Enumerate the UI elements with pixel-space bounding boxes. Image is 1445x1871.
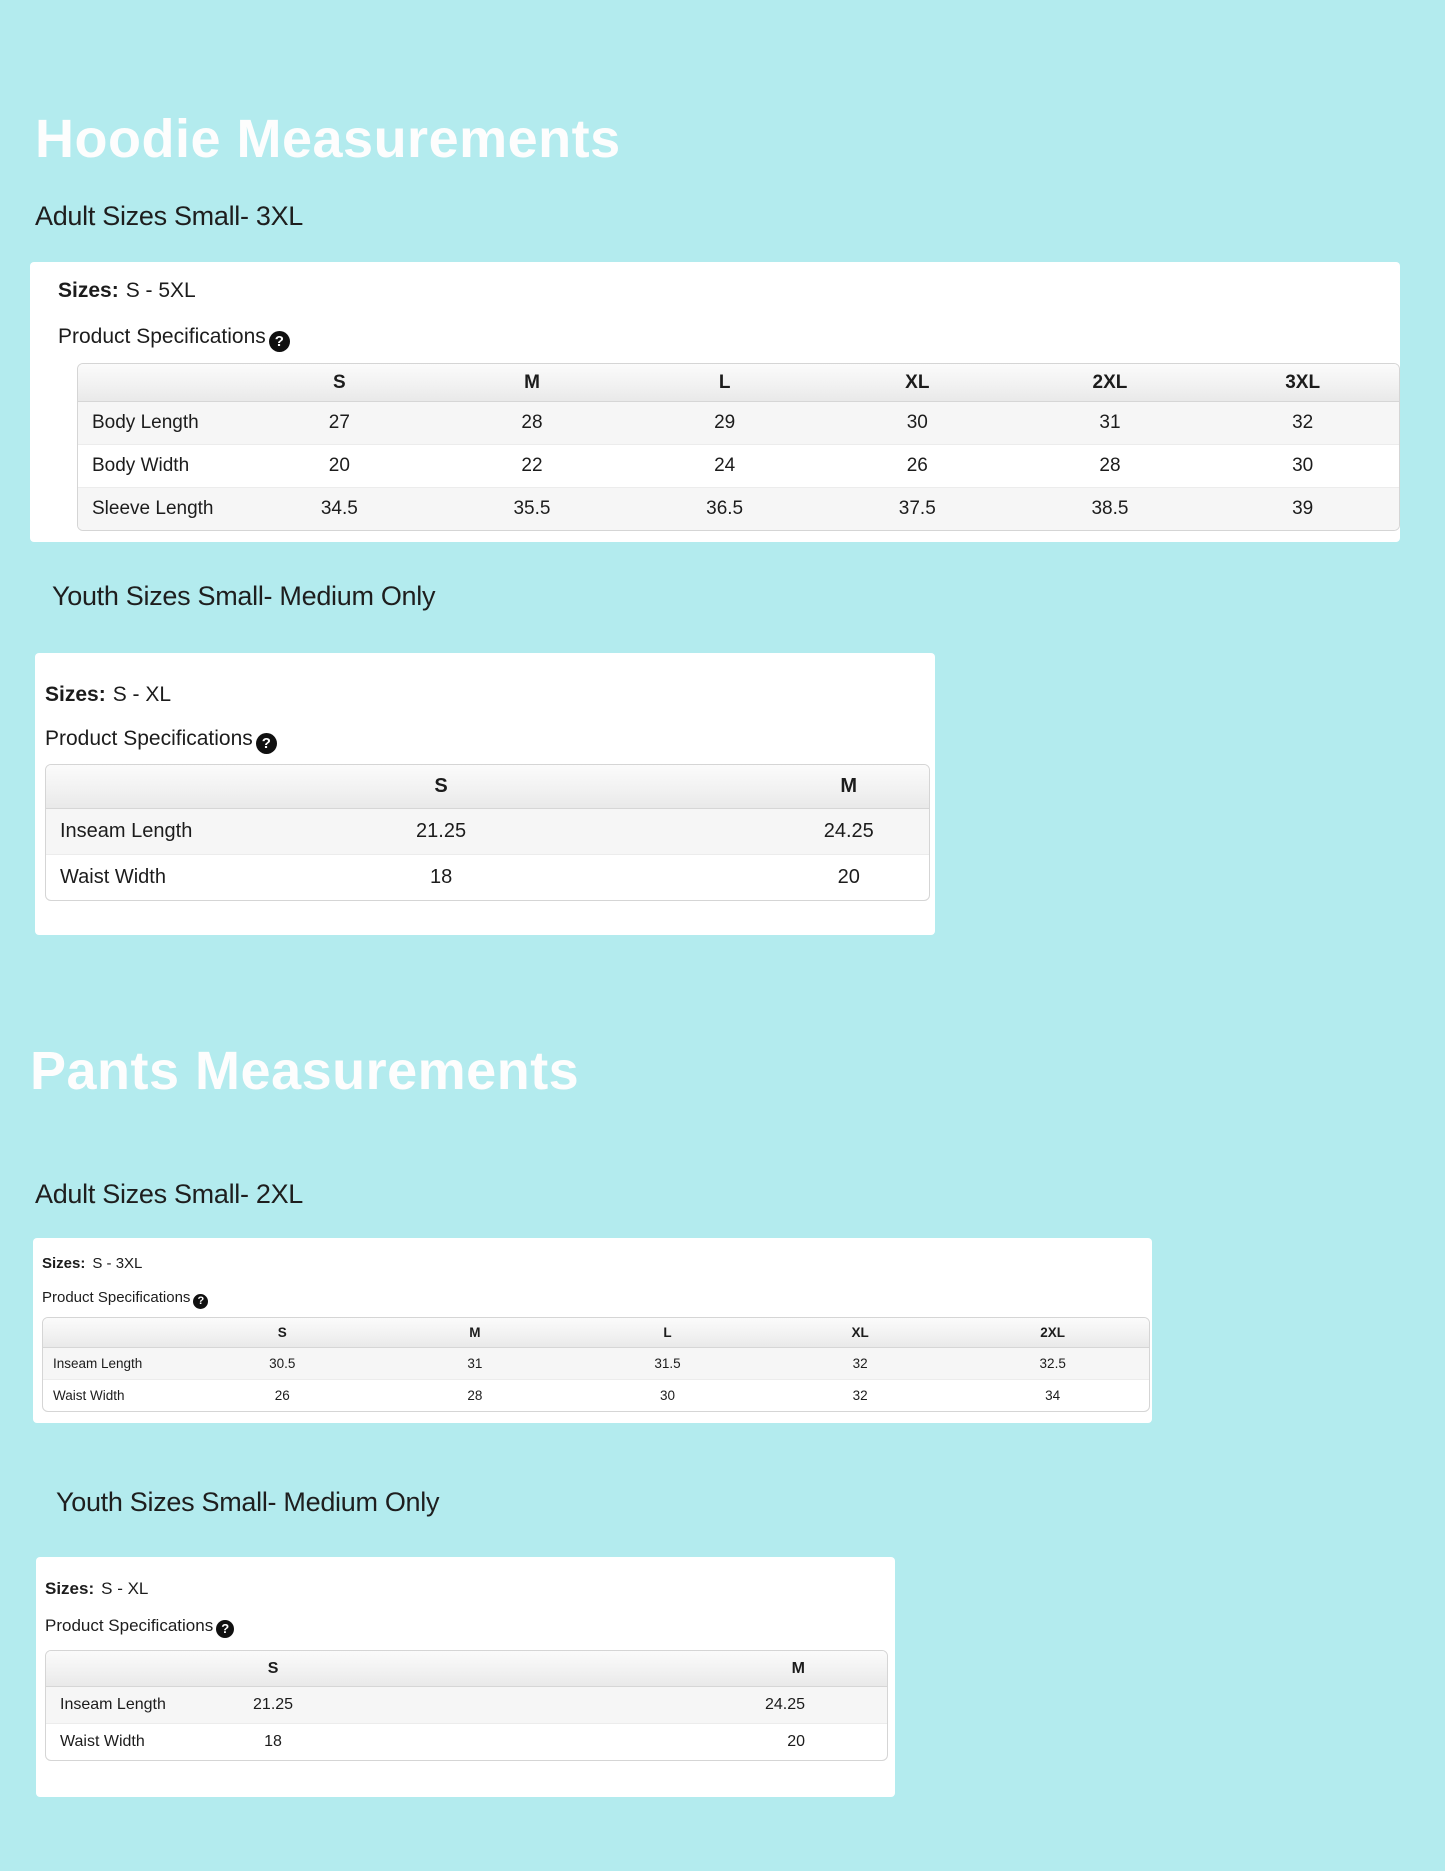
size-column-header: S xyxy=(243,364,436,402)
measurement-cell: 28 xyxy=(467,1388,483,1403)
measurement-cell: 22 xyxy=(521,455,543,476)
measurement-cell: 32 xyxy=(852,1356,868,1371)
empty-corner-header xyxy=(78,364,243,402)
measurement-cell: 37.5 xyxy=(898,498,936,519)
hoodie-adult-size-table xyxy=(78,364,1399,530)
measurement-cell: 24 xyxy=(714,455,736,476)
help-icon[interactable]: ? xyxy=(256,733,277,754)
table-row xyxy=(78,402,1399,445)
row-label: Waist Width xyxy=(53,1388,125,1403)
measurement-cell: 26 xyxy=(906,455,928,476)
hoodie-youth-heading: Youth Sizes Small- Medium Only xyxy=(52,581,436,611)
sizes-label: Sizes: xyxy=(45,1579,95,1598)
sizes-line xyxy=(42,1255,142,1273)
size-column-header: S xyxy=(181,1651,366,1687)
sizes-label: Sizes: xyxy=(58,279,119,302)
sizes-value: S - 3XL xyxy=(92,1255,143,1272)
size-column-header: 3XL xyxy=(1206,364,1399,402)
measurement-cell: 30 xyxy=(659,1388,675,1403)
measurement-cell: 32 xyxy=(852,1388,868,1403)
size-column-header: M xyxy=(379,1318,572,1348)
measurement-cell: 30.5 xyxy=(269,1356,296,1371)
measurement-cell: 18 xyxy=(264,1733,282,1750)
table-row xyxy=(46,1687,887,1724)
hoodie-youth-size-card xyxy=(35,653,935,935)
hoodie-adult-size-card xyxy=(30,262,1400,542)
table-header-row xyxy=(46,765,930,809)
size-column-header: 2XL xyxy=(1014,364,1207,402)
help-icon[interactable]: ? xyxy=(269,331,290,352)
size-column-header: S xyxy=(186,1318,379,1348)
measurement-cell: 30 xyxy=(1292,455,1314,476)
spec-label: Product Specifications xyxy=(45,1616,214,1635)
measurement-cell: 24.25 xyxy=(823,820,874,842)
size-column-header: L xyxy=(628,364,821,402)
hoodie-section-title: Hoodie Measurements xyxy=(35,109,621,169)
measurement-cell: 20 xyxy=(787,1733,805,1750)
size-column-header: M xyxy=(436,364,629,402)
measurement-cell: 21.25 xyxy=(253,1696,294,1713)
table-row xyxy=(78,488,1399,531)
product-specifications-line xyxy=(45,1616,234,1638)
hoodie-youth-size-table xyxy=(46,765,930,900)
size-column-header: S xyxy=(237,765,645,809)
pants-youth-size-card xyxy=(36,1557,895,1797)
size-column-header: M xyxy=(645,765,930,809)
size-column-header: 2XL xyxy=(956,1318,1149,1348)
sizes-value: S - 5XL xyxy=(125,279,196,302)
table-header-row xyxy=(43,1318,1149,1348)
hoodie-youth-table-wrapper xyxy=(45,764,930,901)
measurement-cell: 24.25 xyxy=(764,1696,805,1713)
size-column-header: M xyxy=(366,1651,887,1687)
pants-section-title: Pants Measurements xyxy=(30,1041,580,1101)
measurement-cell: 21.25 xyxy=(416,820,467,842)
measurement-cell: 20 xyxy=(837,866,860,888)
measurement-cell: 34.5 xyxy=(320,498,358,519)
empty-corner-header xyxy=(43,1318,186,1348)
row-label: Inseam Length xyxy=(53,1356,143,1371)
row-label: Waist Width xyxy=(60,1733,145,1750)
measurement-cell: 27 xyxy=(328,412,350,433)
table-row xyxy=(43,1380,1149,1412)
measurement-cell: 31 xyxy=(1099,412,1121,433)
size-column-header: XL xyxy=(821,364,1014,402)
row-label: Inseam Length xyxy=(60,820,193,842)
table-row xyxy=(46,855,930,901)
sizes-value: S - XL xyxy=(101,1579,149,1598)
sizes-line xyxy=(58,278,196,303)
table-header-row xyxy=(46,1651,887,1687)
empty-corner-header xyxy=(46,765,237,809)
measurement-cell: 26 xyxy=(274,1388,290,1403)
empty-corner-header xyxy=(46,1651,181,1687)
help-icon[interactable]: ? xyxy=(216,1620,234,1638)
measurement-cell: 39 xyxy=(1292,498,1314,519)
spec-label: Product Specifications xyxy=(45,727,253,750)
measurement-cell: 31 xyxy=(467,1356,483,1371)
spec-label: Product Specifications xyxy=(42,1289,191,1306)
help-icon[interactable]: ? xyxy=(193,1294,208,1309)
measurement-cell: 20 xyxy=(328,455,350,476)
spec-label: Product Specifications xyxy=(58,325,266,348)
measurement-cell: 35.5 xyxy=(513,498,551,519)
measurement-cell: 31.5 xyxy=(654,1356,681,1371)
measurement-cell: 32 xyxy=(1292,412,1314,433)
row-label: Sleeve Length xyxy=(92,498,214,519)
hoodie-adult-table-wrapper xyxy=(77,363,1400,531)
table-row xyxy=(78,445,1399,488)
pants-adult-size-table xyxy=(43,1318,1149,1411)
sizes-label: Sizes: xyxy=(45,683,106,706)
table-row xyxy=(43,1348,1149,1380)
row-label: Body Width xyxy=(92,455,190,476)
pants-youth-heading: Youth Sizes Small- Medium Only xyxy=(56,1487,440,1517)
measurement-cell: 30 xyxy=(906,412,928,433)
measurement-cell: 38.5 xyxy=(1091,498,1129,519)
size-column-header: XL xyxy=(764,1318,957,1348)
pants-youth-table-wrapper xyxy=(45,1650,888,1761)
pants-adult-table-wrapper xyxy=(42,1317,1150,1412)
measurement-cell: 28 xyxy=(521,412,543,433)
hoodie-adult-heading: Adult Sizes Small- 3XL xyxy=(35,201,304,231)
size-column-header: L xyxy=(571,1318,764,1348)
sizes-label: Sizes: xyxy=(42,1255,86,1272)
table-header-row xyxy=(78,364,1399,402)
measurement-cell: 29 xyxy=(714,412,736,433)
pants-youth-size-table xyxy=(46,1651,887,1760)
product-specifications-line xyxy=(45,726,277,754)
pants-adult-size-card xyxy=(33,1238,1152,1423)
measurement-cell: 36.5 xyxy=(706,498,744,519)
row-label: Waist Width xyxy=(60,866,166,888)
measurement-cell: 34 xyxy=(1045,1388,1061,1403)
table-row xyxy=(46,809,930,855)
measurement-cell: 28 xyxy=(1099,455,1121,476)
row-label: Inseam Length xyxy=(60,1696,166,1713)
sizes-line xyxy=(45,682,171,707)
product-specifications-line xyxy=(42,1289,208,1309)
table-row xyxy=(46,1724,887,1761)
sizes-line xyxy=(45,1579,148,1599)
measurement-cell: 32.5 xyxy=(1039,1356,1066,1371)
measurement-cell: 18 xyxy=(429,866,453,888)
pants-adult-heading: Adult Sizes Small- 2XL xyxy=(35,1179,304,1209)
sizes-value: S - XL xyxy=(112,683,172,706)
row-label: Body Length xyxy=(92,412,199,433)
product-specifications-line xyxy=(58,324,290,352)
